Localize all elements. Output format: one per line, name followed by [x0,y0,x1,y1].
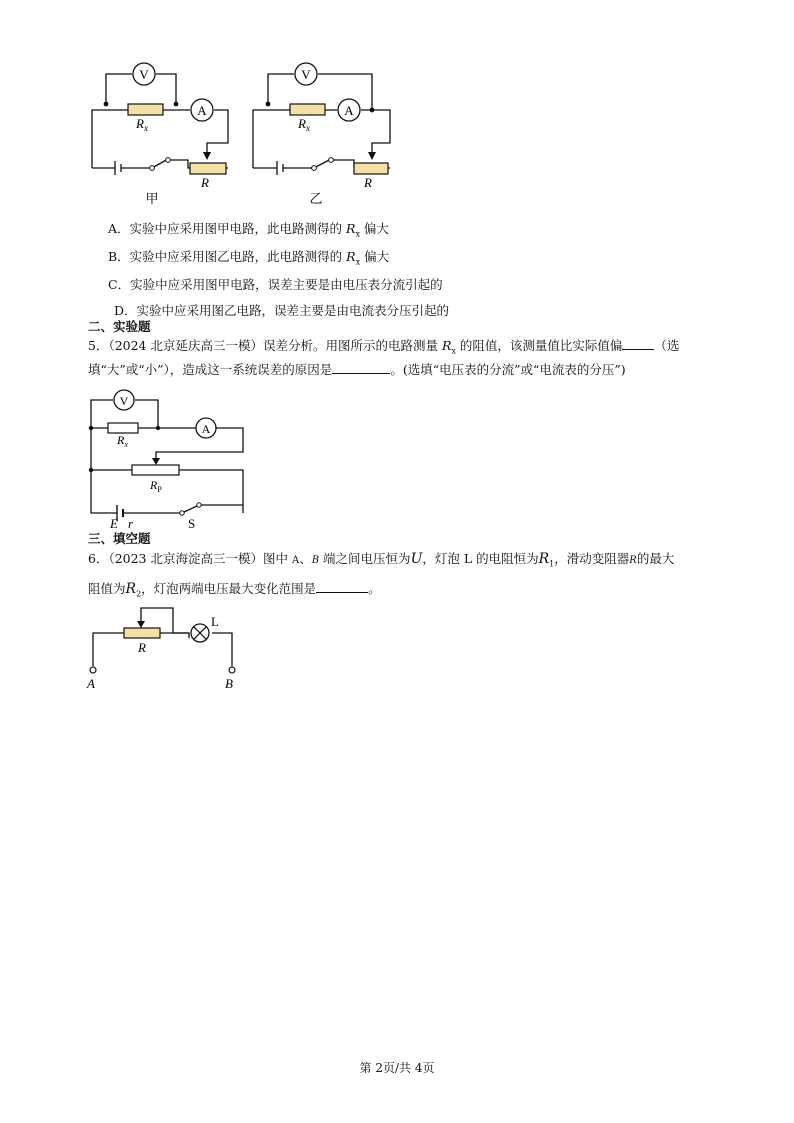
r1-subscript: 1 [549,559,555,569]
r2-subscript: 2 [136,589,142,599]
option-b-symbol: R [346,249,356,264]
option-a-symbol: R [346,221,356,236]
terminal-b-label: B [225,676,233,691]
r1-symbol: R [538,551,550,567]
option-a-text: A．实验中应采用图甲电路，此电路测得的 [108,221,347,236]
q6-text: ，灯泡 L 的电阻恒为 [422,551,539,566]
rheostat-jia [190,163,226,174]
q6-text: 、 [299,551,312,566]
q5-text: 填“大”或“小”），造成这一系统误差的原因是 [88,362,333,377]
q5-text: （选 [654,338,680,353]
q5-text: 5．（2024 北京延庆高三一模）误差分析。用图所示的电路测量 [88,338,442,353]
switch-contact [150,166,155,171]
q5-symbol: R [441,338,452,353]
resistor-rx-jia [128,104,163,115]
junction-dot [89,468,93,472]
q5-line2 [88,361,626,379]
resistor-rx [108,423,138,433]
rx-label: $R_x$ [298,116,310,133]
answer-blank-3[interactable] [316,580,368,593]
slider-arrow [203,152,211,160]
rheostat-label: R [138,640,146,655]
voltmeter-label: V [139,67,149,82]
rheostat-rp [132,465,179,475]
rheostat-ref: R [629,555,637,566]
q5-text: 。(选填“电压表的分流”或“电流表的分压”) [390,362,626,377]
terminal-b [229,667,235,673]
figure-circuit-rx-rp [0,385,794,535]
page-footer: 第 2页/共 4页 [359,1061,435,1075]
q6-text: 端之间电压恒为 [319,551,411,566]
lamp-label: L [211,614,219,629]
internal-resistance-label: r [128,516,134,531]
circuit-jia [92,74,228,175]
voltmeter-label: V [119,394,129,408]
answer-blank-2[interactable] [332,361,390,374]
switch-contact [197,503,201,507]
rx-label: $R_x$ [136,116,148,133]
figure-rheostat-lamp [0,600,794,700]
slider-arrow [137,621,145,628]
voltmeter-label: V [301,67,311,82]
slider-arrow [368,152,376,160]
caption-yi: 乙 [309,191,323,206]
q6-text: 阻值为 [88,581,126,596]
ammeter-label: A [197,103,207,118]
rx-label: $R_x$ [117,433,128,449]
switch-contact [180,511,184,515]
q6-text: 的最大 [636,551,675,566]
caption-jia: 甲 [145,191,159,206]
section-heading-fill-blank: 三、填空题 [88,531,151,546]
option-c-text: C．实验中应采用图甲电路，误差主要是由电压表分流引起的 [108,277,443,292]
switch-blade [182,505,199,513]
q6-text: 6．（2023 北京海淀高三一模）图中 [88,551,292,566]
switch-contact [329,158,334,163]
option-c [108,276,443,294]
option-d [114,302,449,320]
junction-dot [89,426,93,430]
circuit-yi [253,74,390,175]
ammeter-label: A [201,422,211,436]
rheostat-label: R [201,175,209,190]
rheostat-r [124,628,160,638]
option-a-suffix: 偏大 [359,221,389,236]
voltage-symbol: U [410,551,423,567]
rheostat-yi [354,163,388,174]
terminal-b-ref: B [311,555,320,566]
option-d-text: D．实验中应采用图乙电路，误差主要是由电流表分压引起的 [114,303,450,318]
switch-contact [312,166,317,171]
junction-dot [156,426,160,430]
q5-line1 [88,337,679,361]
rp-label: $R_P$ [150,478,162,494]
q5-text: 的阻值，该测量值比实际值偏 [455,338,623,353]
option-b-suffix: 偏大 [360,249,390,264]
junction-dot [370,108,375,113]
junction-dot [266,102,271,107]
terminal-a [90,667,96,673]
q6-text: ，灯泡两端电压最大变化范围是 [141,581,317,596]
resistor-rx-yi [290,104,325,115]
option-b [108,248,389,272]
junction-dot [174,102,179,107]
option-a-subscript: x [355,229,360,239]
q6-text: 。 [368,581,381,596]
r2-symbol: R [125,581,137,597]
section-heading-experiment: 二、实验题 [88,319,151,334]
answer-blank-1[interactable] [622,337,654,350]
switch-contact [166,158,171,163]
junction-dot [104,102,109,107]
slider-arrow [152,458,160,465]
q5-subscript: x [451,346,456,356]
rheostat-label: R [364,175,372,190]
emf-label: E [110,516,118,531]
option-b-subscript: x [355,257,361,267]
switch-label: S [188,516,196,531]
option-b-text: B．实验中应采用图乙电路，此电路测得的 [108,249,347,264]
figure-circuits-jia-yi [0,0,794,220]
q6-text: ，滑动变阻器 [554,551,630,566]
option-a [108,220,389,244]
terminal-a-label: A [87,676,95,691]
ammeter-label: A [344,103,354,118]
q6-line1 [88,550,674,574]
terminal-a-ref: A [291,555,300,566]
